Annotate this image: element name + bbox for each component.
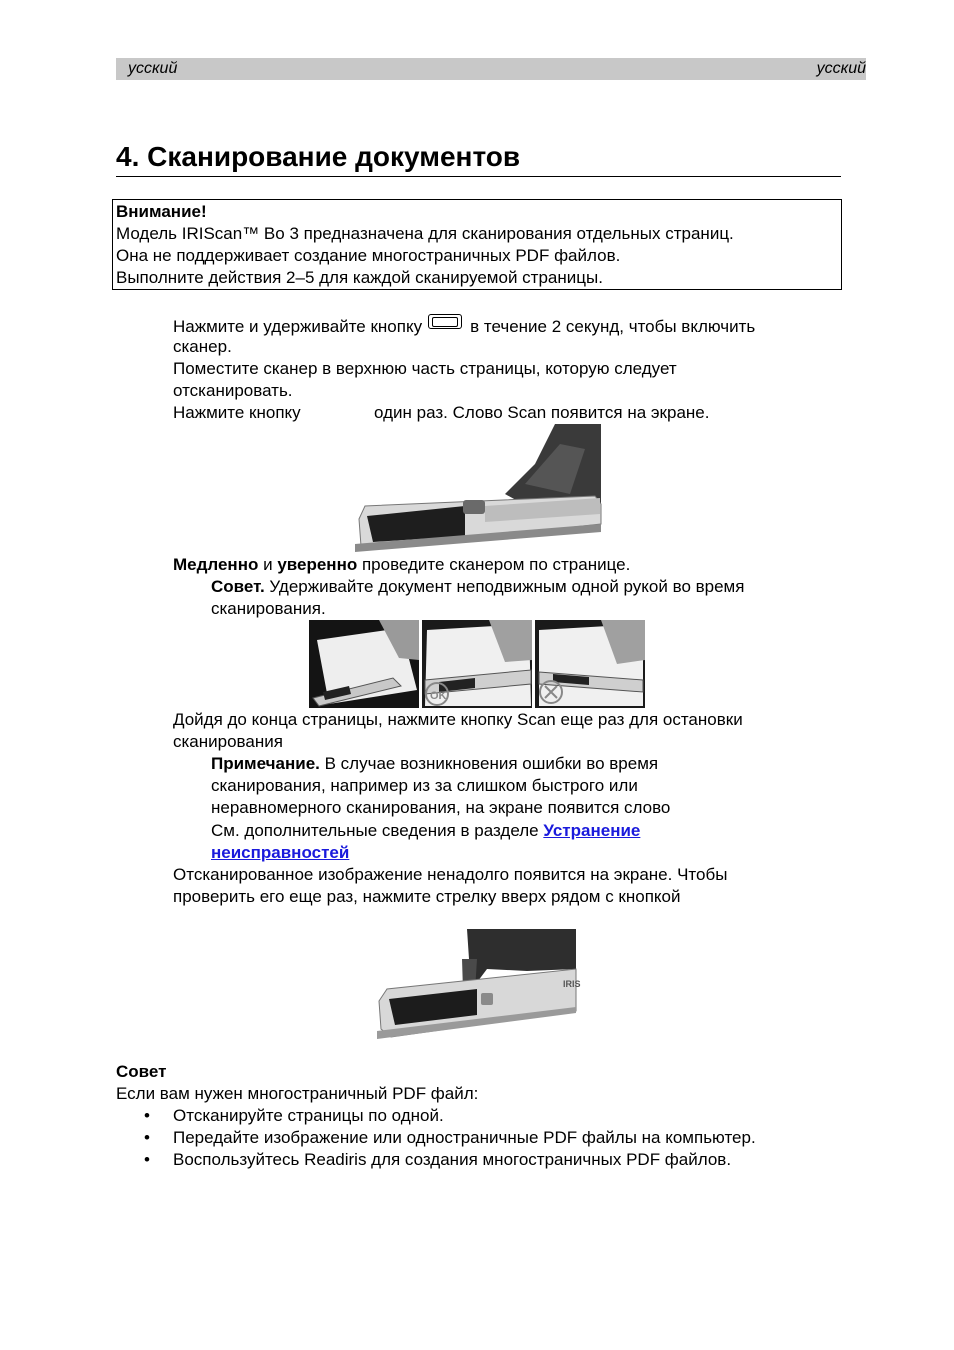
warning-line-1: Модель IRIScan™ Bo 3 предназначена для сканирования отдельных страниц. xyxy=(116,224,734,243)
note-line4 xyxy=(211,820,640,842)
step4-and: и xyxy=(263,555,273,574)
power-button-icon xyxy=(428,314,462,329)
ok-mark-icon: OK xyxy=(430,690,447,702)
tip-inline-text: Удерживайте документ неподвижным одной рукой во время xyxy=(269,577,745,596)
tip-bullet-3: Воспользуйтесь Readiris для создания многостраничных PDF файлов. xyxy=(173,1150,732,1169)
step5-line1: Дойдя до конца страницы, нажмите кнопку Scan еще раз для остановки xyxy=(173,710,743,729)
scan-photo-2 xyxy=(422,620,532,708)
warning-line-2: Она не поддерживает создание многостраничных PDF файлов. xyxy=(116,246,621,265)
step3-before: Нажмите кнопку xyxy=(173,403,301,422)
tip-inline-label: Совет. xyxy=(211,577,265,596)
troubleshooting-link-1[interactable]: Устранение xyxy=(543,821,641,840)
scanner-press-image xyxy=(355,424,601,552)
step3-after: один раз. Слово Scan появится на экране. xyxy=(374,403,710,422)
step1-line2: сканер. xyxy=(173,337,232,356)
step4-bold-steadily: уверенно xyxy=(277,555,358,574)
step2-line2: отсканировать. xyxy=(173,381,293,400)
warning-line-3: Выполните действия 2–5 для каждой сканируемой страницы. xyxy=(116,268,603,287)
note-text-4: См. дополнительные сведения в разделе xyxy=(211,821,539,840)
tip-heading: Совет xyxy=(116,1062,167,1081)
running-header xyxy=(116,58,866,80)
step4-bold-slowly: Медленно xyxy=(173,555,259,574)
step1-after-icon: в течение 2 секунд, чтобы включить xyxy=(470,317,756,336)
step1-before-icon: Нажмите и удерживайте кнопку xyxy=(173,317,423,336)
note-line5 xyxy=(211,842,349,864)
scanning-photos-strip xyxy=(309,620,645,708)
step1-line1 xyxy=(173,314,755,338)
note-line1 xyxy=(211,753,658,775)
step4-line xyxy=(173,554,630,576)
brand-mark-icon: IRIS xyxy=(563,979,581,989)
tip-inline-line2: сканирования. xyxy=(211,599,326,618)
troubleshooting-link-2[interactable]: неисправностей xyxy=(211,843,350,862)
page-title: 4. Сканирование документов xyxy=(116,141,521,172)
step4-rest: проведите сканером по странице. xyxy=(361,555,631,574)
bullet-dot-3: • xyxy=(144,1150,150,1169)
warning-box xyxy=(112,199,842,290)
header-right: усский xyxy=(816,60,866,77)
header-left: усский xyxy=(128,60,178,77)
tip-bullet-2: Передайте изображение или одностраничные PDF файлы на компьютер. xyxy=(173,1128,756,1147)
title-rule xyxy=(116,176,841,177)
note-label: Примечание. xyxy=(211,754,320,773)
scanner-review-image xyxy=(377,929,581,1039)
tip-bullet-1: Отсканируйте страницы по одной. xyxy=(173,1106,444,1125)
scan-photo-1 xyxy=(309,620,419,708)
note-line3: неравномерного сканирования, на экране появится слово xyxy=(211,798,671,817)
step2-line1: Поместите сканер в верхнюю часть страницы, которую следует xyxy=(173,359,677,378)
step5-line2: сканирования xyxy=(173,732,283,751)
step6-line2: проверить его еще раз, нажмите стрелку вверх рядом с кнопкой xyxy=(173,887,681,906)
note-line2: сканирования, например из за слишком быстрого или xyxy=(211,776,638,795)
tip-inline-line1 xyxy=(211,576,744,598)
bullet-dot-2: • xyxy=(144,1128,150,1147)
step6-line1: Отсканированное изображение ненадолго появится на экране. Чтобы xyxy=(173,865,728,884)
note-text-1: В случае возникновения ошибки во время xyxy=(324,754,659,773)
bullet-dot-1: • xyxy=(144,1106,150,1125)
warning-heading: Внимание! xyxy=(116,202,207,221)
scan-photo-3 xyxy=(535,620,645,708)
tip-intro: Если вам нужен многостраничный PDF файл: xyxy=(116,1084,479,1103)
